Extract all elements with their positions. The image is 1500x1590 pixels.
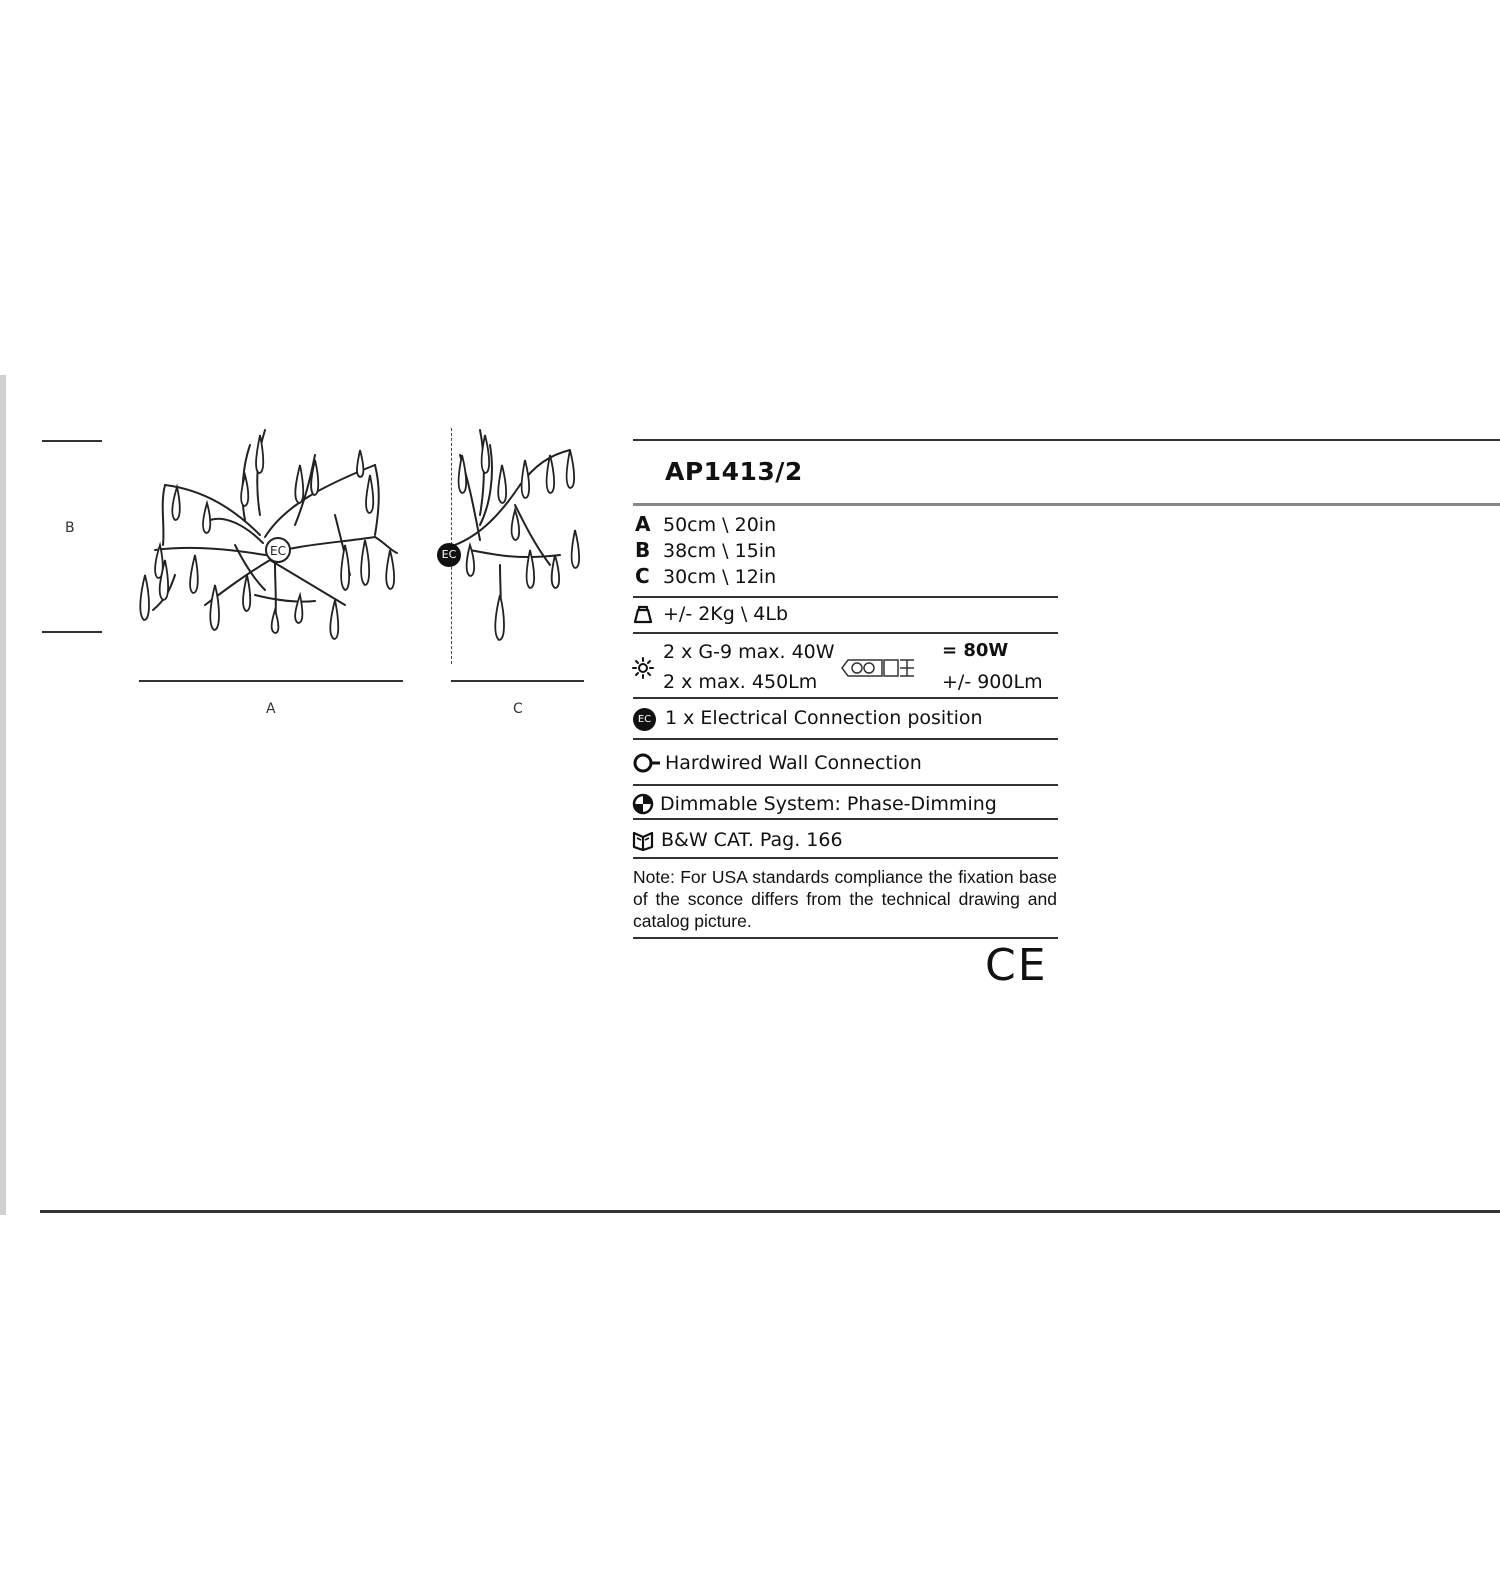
catalog-icon <box>632 829 654 851</box>
weight-icon <box>633 604 653 624</box>
rule-6 <box>633 818 1058 820</box>
page-edge-bar <box>0 375 6 1215</box>
dimension-value-a: 50cm \ 20in <box>663 514 777 536</box>
header-top-rule <box>633 439 1500 441</box>
dim-label-b: B <box>65 520 75 536</box>
dimmable-icon <box>632 793 654 815</box>
rule-3 <box>633 697 1058 699</box>
front-view-drawing <box>135 425 415 660</box>
total-lumen: +/- 900Lm <box>942 671 1043 693</box>
dim-b-top-tick <box>42 440 102 442</box>
ce-mark: CE <box>985 940 1048 991</box>
product-code: AP1413/2 <box>665 457 803 486</box>
ec-marker-side: EC <box>437 543 461 567</box>
dimension-value-c: 30cm \ 12in <box>663 566 777 588</box>
dimmable-text: Dimmable System: Phase-Dimming <box>660 793 997 815</box>
dimension-row-c <box>635 563 776 590</box>
connection-text: 1 x Electrical Connection position <box>665 707 983 729</box>
bulb-line-2: 2 x max. 450Lm <box>663 671 818 693</box>
dimension-row-b <box>635 537 776 564</box>
ec-marker-front-label: EC <box>270 544 286 558</box>
rule-2 <box>633 632 1058 634</box>
rule-1 <box>633 596 1058 598</box>
catalog-text: B&W CAT. Pag. 166 <box>661 829 843 851</box>
dim-label-a: A <box>266 701 276 717</box>
rule-4 <box>633 738 1058 740</box>
usa-compliance-note: Note: For USA standards compliance the fixation base of the sconce differs from the technical drawing and catalog picture. <box>633 867 1057 931</box>
dimension-value-b: 38cm \ 15in <box>663 540 777 562</box>
dim-a-line <box>139 680 403 682</box>
wall-text: Hardwired Wall Connection <box>665 752 922 774</box>
bulb-icon <box>632 657 654 679</box>
dim-label-c: C <box>513 701 523 717</box>
side-view-drawing <box>440 425 595 660</box>
g9-lamp-icon <box>840 656 925 680</box>
page-bottom-rule <box>40 1210 1500 1213</box>
rule-8 <box>633 937 1058 939</box>
weight-value: +/- 2Kg \ 4Lb <box>663 603 789 625</box>
wall-connection-icon <box>632 751 662 775</box>
dimension-letter-a: A <box>635 512 651 536</box>
dimension-letter-c: C <box>635 564 650 588</box>
total-watt: = 80W <box>942 640 1009 661</box>
dim-b-bottom-tick <box>42 631 102 633</box>
rule-5 <box>633 784 1058 786</box>
rule-7 <box>633 857 1058 859</box>
dimension-row-a <box>635 511 776 538</box>
dim-c-line <box>451 680 584 682</box>
dimension-letter-b: B <box>635 538 651 562</box>
header-bottom-rule <box>633 503 1500 506</box>
ec-icon: EC <box>633 708 656 731</box>
bulb-line-1: 2 x G-9 max. 40W <box>663 641 835 663</box>
